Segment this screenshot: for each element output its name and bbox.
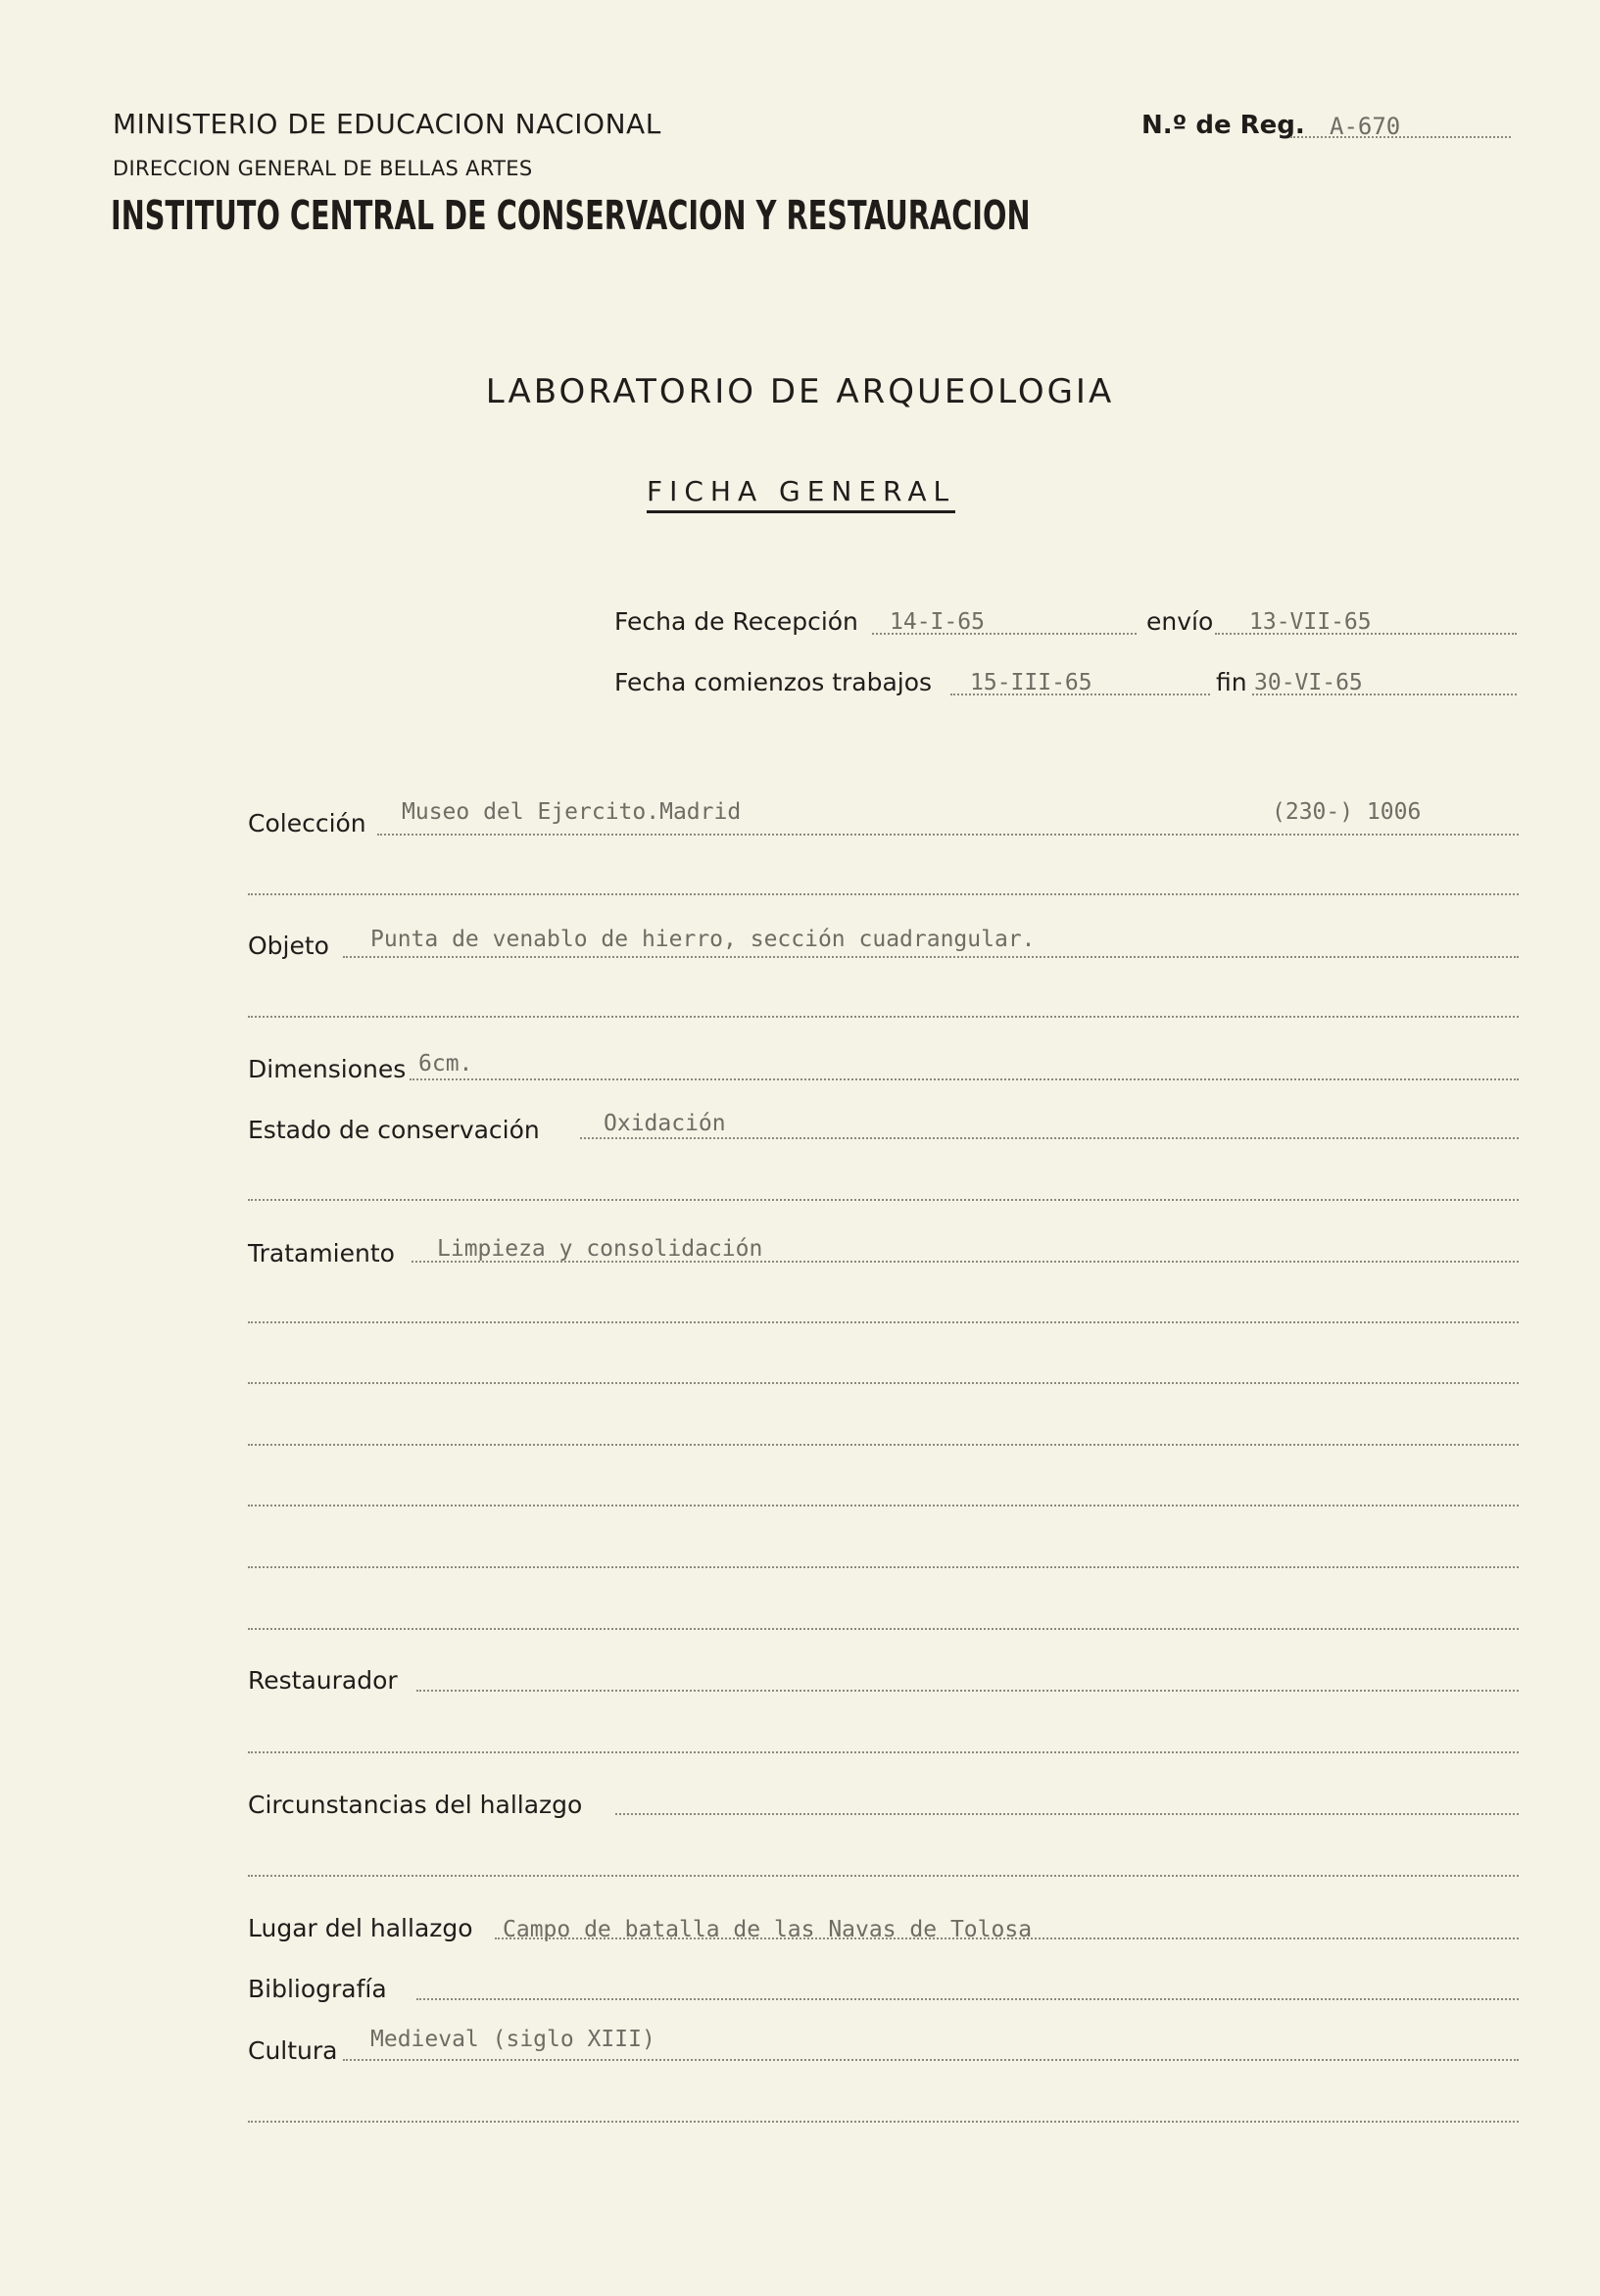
- dimensiones-label: Dimensiones: [248, 1055, 407, 1083]
- blank-line-4: [248, 1321, 1519, 1323]
- instituto-heading: INSTITUTO CENTRAL DE CONSERVACION Y RESTAURACION: [111, 192, 1031, 239]
- envio-label: envío: [1146, 607, 1214, 636]
- restaurador-label: Restaurador: [248, 1666, 398, 1695]
- blank-line-10: [248, 1751, 1519, 1753]
- registro-value: A-670: [1330, 113, 1401, 140]
- lugar-value: Campo de batalla de las Navas de Tolosa: [503, 1917, 1033, 1942]
- blank-line-5: [248, 1382, 1519, 1384]
- coleccion-line: [377, 834, 1519, 836]
- bibliografia-line: [416, 1998, 1519, 2000]
- coleccion-value: Museo del Ejercito.Madrid: [402, 799, 742, 825]
- blank-line-12: [248, 2121, 1519, 2123]
- blank-line-6: [248, 1444, 1519, 1446]
- blank-line-1: [248, 893, 1519, 895]
- estado-value: Oxidación: [604, 1111, 726, 1136]
- cultura-value: Medieval (siglo XIII): [370, 2027, 655, 2052]
- blank-line-7: [248, 1505, 1519, 1507]
- objeto-value: Punta de venablo de hierro, sección cuadrangular.: [370, 927, 1036, 952]
- fin-value: 30-VI-65: [1254, 670, 1363, 695]
- cultura-line: [343, 2059, 1519, 2061]
- dimensiones-value: 6cm.: [418, 1051, 473, 1076]
- ficha-title: FICHA GENERAL: [647, 475, 955, 513]
- restaurador-line: [416, 1690, 1519, 1692]
- direccion-heading: DIRECCION GENERAL DE BELLAS ARTES: [113, 157, 533, 180]
- cultura-label: Cultura: [248, 2036, 338, 2065]
- coleccion-number: (230-) 1006: [1272, 799, 1422, 825]
- coleccion-label: Colección: [248, 809, 366, 837]
- recepcion-label: Fecha de Recepción: [614, 607, 858, 636]
- blank-line-9: [248, 1628, 1519, 1630]
- blank-line-2: [248, 1016, 1519, 1018]
- tratamiento-value: Limpieza y consolidación: [437, 1236, 763, 1262]
- comienzo-value: 15-III-65: [970, 670, 1092, 695]
- blank-line-11: [248, 1875, 1519, 1877]
- circunstancias-line: [615, 1813, 1519, 1815]
- tratamiento-label: Tratamiento: [248, 1239, 395, 1268]
- objeto-label: Objeto: [248, 932, 329, 960]
- objeto-line: [343, 956, 1519, 958]
- laboratorio-title: LABORATORIO DE ARQUEOLOGIA: [485, 372, 1115, 411]
- recepcion-value: 14-I-65: [890, 609, 985, 635]
- registro-label: N.º de Reg.: [1141, 111, 1305, 140]
- estado-line: [580, 1137, 1519, 1139]
- lugar-label: Lugar del hallazgo: [248, 1914, 473, 1942]
- circunstancias-label: Circunstancias del hallazgo: [248, 1791, 583, 1819]
- fin-label: fin: [1216, 668, 1247, 696]
- ministerio-heading: MINISTERIO DE EDUCACION NACIONAL: [113, 108, 661, 140]
- envio-value: 13-VII-65: [1249, 609, 1372, 635]
- blank-line-8: [248, 1566, 1519, 1568]
- registro-line: [1290, 136, 1511, 138]
- dimensiones-line: [410, 1078, 1519, 1080]
- comienzo-label: Fecha comienzos trabajos: [614, 668, 933, 696]
- bibliografia-label: Bibliografía: [248, 1975, 387, 2003]
- blank-line-3: [248, 1199, 1519, 1201]
- estado-label: Estado de conservación: [248, 1116, 540, 1144]
